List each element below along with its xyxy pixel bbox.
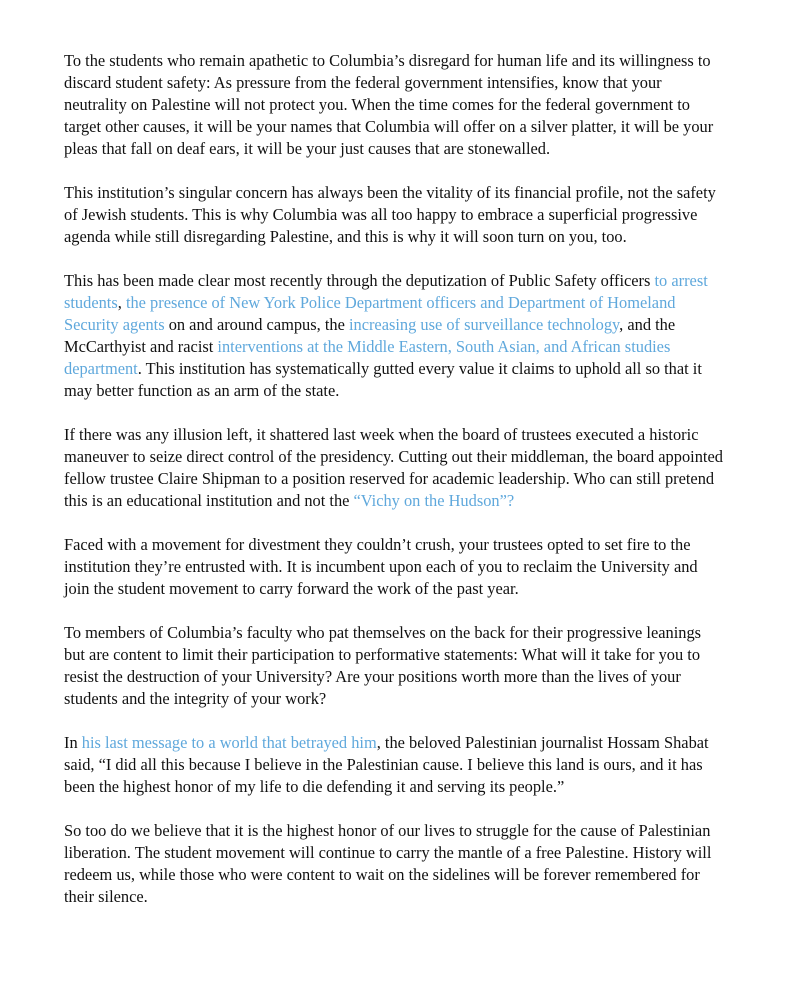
paragraph-text: In — [64, 733, 82, 752]
paragraph-text: This has been made clear most recently through the deputization of Public Safety officers — [64, 271, 655, 290]
paragraph-text: , the beloved Palestinian journalist Hossam Shabat said, “I did all this because I believe in the Palestinian cause. I believe this land is ours, and it has been the highest honor of my life to die defending it and serving its people.” — [64, 733, 709, 796]
article-body — [64, 50, 724, 930]
paragraph — [64, 732, 724, 798]
paragraph-text: , and the McCarthyist and racist — [64, 315, 676, 356]
paragraph-text: To the students who remain apathetic to Columbia’s disregard for human life and its willingness to discard student safety: As pressure from the federal government intensifies, know that your neutrality on Palestine will not protect you. When the time comes for the federal government to target other causes, it will be your names that Columbia will offer on a silver platter, it will be your pleas that fall on deaf ears, it will be your just causes that are stonewalled. — [64, 51, 714, 158]
paragraph — [64, 270, 724, 402]
paragraph-text: Faced with a movement for divestment they couldn’t crush, your trustees opted to set fire to the institution they’re entrusted with. It is incumbent upon each of you to reclaim the University and join the student movement to carry forward the work of the past year. — [64, 535, 698, 598]
paragraph-text: This institution’s singular concern has always been the vitality of its financial profile, not the safety of Jewish students. This is why Columbia was all too happy to embrace a superficial progressive agenda while still disregarding Palestine, and this is why it will soon turn on you, too. — [64, 183, 716, 246]
paragraph — [64, 820, 724, 908]
paragraph-text: . This institution has systematically gutted every value it claims to uphold all so that it may better function as an arm of the state. — [64, 359, 702, 400]
paragraph-text: If there was any illusion left, it shattered last week when the board of trustees executed a historic maneuver to seize direct control of the presidency. Cutting out their middleman, the board appointed fellow trustee Claire Shipman to a position reserved for academic leadership. Who can still pretend this is an educational institution and not the — [64, 425, 723, 510]
inline-link[interactable]: increasing use of surveillance technology — [348, 315, 620, 334]
paragraph-text: on and around campus, the — [164, 315, 349, 334]
paragraph — [64, 534, 724, 600]
paragraph — [64, 424, 724, 512]
paragraph-text: To members of Columbia’s faculty who pat themselves on the back for their progressive leanings but are content to limit their participation to performative statements: What will it take for you to resist the destruction of your University? Are your positions worth more than the lives of your students and the integrity of your work? — [64, 623, 702, 708]
paragraph-text: So too do we believe that it is the highest honor of our lives to struggle for the cause of Palestinian liberation. The student movement will continue to carry the mantle of a free Palestine. History will redeem us, while those who were content to wait on the sidelines will be forever remembered for their silence. — [64, 821, 712, 906]
paragraph — [64, 50, 724, 160]
inline-link[interactable]: interventions at the Middle Eastern, South Asian, and African studies department — [64, 337, 671, 378]
inline-link[interactable]: to arrest students — [64, 271, 708, 312]
paragraph — [64, 622, 724, 710]
inline-link[interactable]: his last message to a world that betrayed him — [81, 733, 377, 752]
inline-link[interactable]: the presence of New York Police Department officers and Department of Homeland Security agents — [64, 293, 676, 334]
paragraph-text: , — [117, 293, 126, 312]
inline-link[interactable]: “Vichy on the Hudson”? — [353, 491, 515, 510]
paragraph — [64, 182, 724, 248]
